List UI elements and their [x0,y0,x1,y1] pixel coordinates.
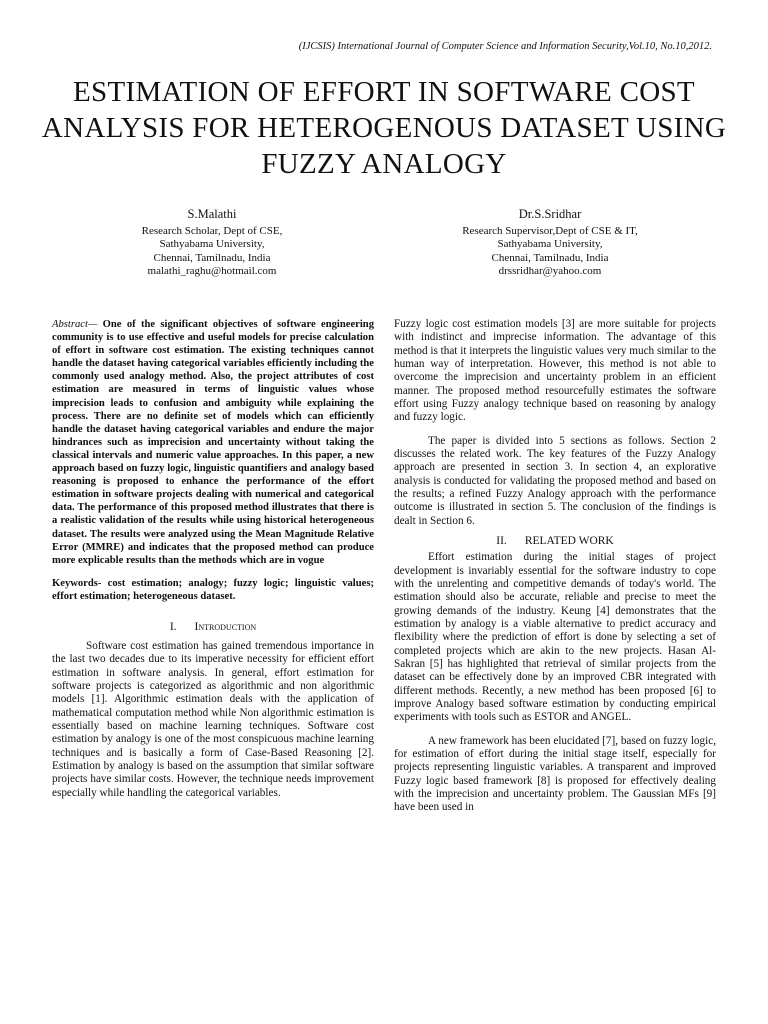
section-title: RELATED WORK [524,535,614,548]
left-column [52,318,374,800]
body-paragraph: Fuzzy logic cost estimation models [3] are more suitable for projects with indistinct and imprecise information. The advantage of this method is that it interprets the linguistic values very much similar to the human way of interpretation. However, this method is not able to overcome the imprecision and uncertainty problem in an efficient manner. The proposed method resourcefully estimates the software effort using Fuzzy analogy technique based on reasoning by analogy and fuzzy logic. [394,318,716,424]
author-name: Dr.S.Sridhar [518,207,582,221]
right-column [394,318,716,815]
related-work-paragraph: A new framework has been elucidated [7], based on fuzzy logic, for estimation of effort during the initial stage itself, especially for projects representing linguistic variables. A transparent and improved Fuzzy logic based framework [8] is proposed for effectively dealing with the imprecision and uncertainty problem. The Gaussian MFs [9] have been used in [394,734,716,814]
author-block-2 [440,208,660,279]
keywords: Keywords- cost estimation; analogy; fuzzy logic; linguistic values; effort estimation; heterogeneous dataset. [52,577,374,602]
section-heading-related-work [394,535,716,547]
author-affiliation: Research Scholar, Dept of CSE, [141,224,283,237]
abstract-text: One of the significant objectives of software engineering community is to use effective and useful models for precise calculation of effort in software cost estimation. The existing techniques cannot handle the dataset having categorical variables efficiently including the commonly used analogy method. Also, the project attributes of cost estimation are measured in terms of linguistic values whose imprecision leads to confusion and ambiguity while explaining the process. There are no definite set of models which can efficiently handle the dataset having categorical variables and endure the major hindrances such as imprecision and uncertainty without taking the classical intervals and numeric value approaches. In this paper, a new approach based on fuzzy logic, linguistic quantifiers and analogy based reasoning is proposed to enhance the performance of the effort estimation in software projects dealing with numerical and categorical data. The performance of this proposed method illustrates that there is a realistic validation of the results while using historical heterogeneous dataset. The results were analyzed using the Mean Magnitude Relative Error (MMRE) and indicates that the proposed method can produce more explicable results than the methods which are in vogue [52,319,374,566]
journal-header: (IJCSIS) International Journal of Computer Science and Information Security,Vol.10, No.10,2012. [298,41,712,52]
author-block-1 [112,208,312,279]
author-university: Sathyabama University, [497,238,603,250]
paper-title: ESTIMATION OF EFFORT IN SOFTWARE COST ANALYSIS FOR HETEROGENOUS DATASET USING FUZZY ANALOGY [41,76,727,180]
introduction-paragraph: Software cost estimation has gained tremendous importance in the last two decades due to its imperative necessity for efficient effort estimation in software analysis. In general, effort estimation for software projects is categorized as algorithmic and non algorithmic models [1]. Algorithmic estimation deals with the application of mathematical computation method while Non algorithmic estimation is essentially based on machine learning techniques. Software cost estimation by analogy is one of the most conspicuous machine learning techniques and is basically a form of Case-Based Reasoning [2]. Estimation by analogy is based on the assumption that similar software projects have similar costs. However, the technique needs improvement especially while handling the categorical variables. [52,639,374,799]
author-location: Chennai, Tamilnadu, India [491,251,609,264]
section-title: Introduction [194,620,257,633]
section-number: II. [496,535,507,548]
author-location: Chennai, Tamilnadu, India [153,251,271,264]
section-heading-introduction [52,621,374,633]
author-email: drssridhar@yahoo.com [498,265,602,277]
section-number: I. [169,620,177,633]
related-work-paragraph: Effort estimation during the initial stages of project development is invariably essential for the software industry to cope with the unrelenting and competitive demands of today's world. The estimation should also be accurate, reliable and precise to meet the growing demands of the industry. Keung [4] demonstrates that the estimation by analogy is a viable alternative to predict accuracy and flexibility where the prediction of effort is done by selecting a set of completed projects which are akin to the new projects. Hasan Al-Sakran [5] has highlighted that retrieval of similar projects from the dataset can be effectively done by an improved CBR integrated with different methods. Recently, a new method has been proposed [6] to improve Analogy based software estimation by conducting empirical experiments with tools such as ESTOR and ANGEL. [394,551,716,724]
author-university: Sathyabama University, [159,238,265,250]
author-name: S.Malathi [187,207,237,221]
author-affiliation: Research Supervisor,Dept of CSE & IT, [462,224,638,237]
abstract-label: Abstract— [52,319,98,330]
body-paragraph: The paper is divided into 5 sections as follows. Section 2 discusses the related work. The key features of the Fuzzy Analogy approach are presented in section 3. In section 4, an explorative analysis is conducted for validating the proposed method and based on the results; a refined Fuzzy Analogy approach with the performance outcome is illustrated in section 5. The conclusion of the findings is dealt in Section 6. [394,434,716,527]
abstract [52,318,374,567]
author-email: malathi_raghu@hotmail.com [147,265,277,277]
